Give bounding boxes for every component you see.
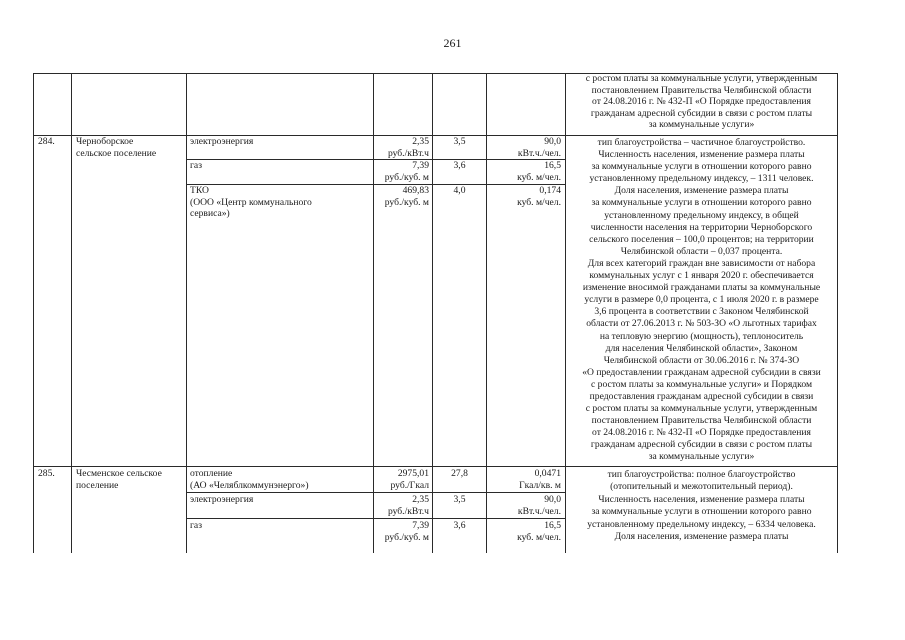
service-percent: 3,5 [453,136,466,147]
service-name: газ [190,520,202,531]
row-number: 284. [38,136,55,147]
border-num [71,73,72,553]
service-norm: 16,5 куб. м/чел. [517,160,561,183]
service-price: 2,35 руб./кВт.ч [387,494,429,517]
settlement-name: Чесменское сельское поселение [76,468,162,491]
description-text: тип благоустройства – частичное благоустройство. Численность населения, изменение размера платы за коммунальные услуги в отношении которого равно установленному предельному индексу, – 1311 человек. Доля населения, изменение размера платы за коммунальные услуги в отношении которого равно установленному предельному индексу, в общей численности населения на территории Черноборского сельского поселения – 100,0 процентов; на территории Челябинской области – 0,037 процента. Для всех категорий граждан вне зависимости от набора коммунальных услуг с 1 января 2020 г. обеспечивается изменение вносимой гражданами платы за коммунальные услуги в размере 0,0 процента, с 1 июля 2020 г. в размере 3,6 процента в соответствии с Законом Челябинской области от 27.06.2013 г. № 503-ЗО «О льготных тарифах на тепловую энергию (мощность), теплоноситель для населения Челябинской области», Законом Челябинской области от 30.06.2016 г. № 374-ЗО «О предоставлении гражданам адресной субсидии в связи с ростом платы за коммунальные услуги» и Порядком предоставления гражданам адресной субсидии в связи с ростом платы за коммунальные услуги, утвержденным постановлением Правительства Челябинской области от 24.08.2016 г. № 432-П «О Порядке предоставления гражданам адресной субсидии в связи с ростом платы за коммунальные услуги» [582,137,821,463]
service-price: 2975,01 руб./Гкал [390,468,429,491]
border-right [837,73,838,553]
service-norm: 16,5 куб. м/чел. [517,520,561,543]
service-price: 7,39 руб./куб. м [384,160,429,183]
description-text: тип благоустройства: полное благоустройство (отопительный и межотопительный период). Численность населения, изменение размера платы за коммунальные услуги в отношении которого равно установленному предельному индексу, – 6334 человека. Доля населения, изменение размера платы [587,469,816,543]
service-percent: 27,8 [451,468,468,479]
service-name: ТКО (ООО «Центр коммунального сервиса») [190,185,312,220]
service-price: 7,39 руб./куб. м [384,520,429,543]
continuation-text: с ростом платы за коммунальные услуги, утвержденным постановлением Правительства Челябинской области от 24.08.2016 г. № 432-П «О Порядке предоставления гражданам адресной субсидии в связи с ростом платы за коммунальные услуги» [585,73,818,131]
service-name: электроэнергия [190,136,254,147]
service-name: электроэнергия [190,494,254,505]
service-price: 2,35 руб./кВт.ч [387,136,429,159]
row-285-top-border [33,466,838,467]
border-settlement [186,73,187,553]
settlement-name: Черноборское сельское поселение [76,136,157,159]
row-285-gas-border [186,518,565,519]
service-percent: 3,6 [453,160,466,171]
service-percent: 4,0 [453,185,466,196]
row-285-power-border [186,492,565,493]
row-number: 285. [38,468,55,479]
page-number: 261 [443,36,462,50]
service-percent: 3,6 [453,520,466,531]
service-norm: 90,0 кВт.ч./чел. [517,136,561,159]
service-name: отопление (АО «Челяблкоммунэнерго») [190,468,309,491]
service-norm: 90,0 кВт.ч./чел. [517,494,561,517]
service-percent: 3,5 [453,494,466,505]
service-norm: 0,174 куб. м/чел. [517,185,561,208]
service-price: 469,83 руб./куб. м [384,185,429,208]
border-left [33,73,34,553]
service-name: газ [190,160,202,171]
service-norm: 0,0471 Гкал/кв. м [519,468,561,491]
